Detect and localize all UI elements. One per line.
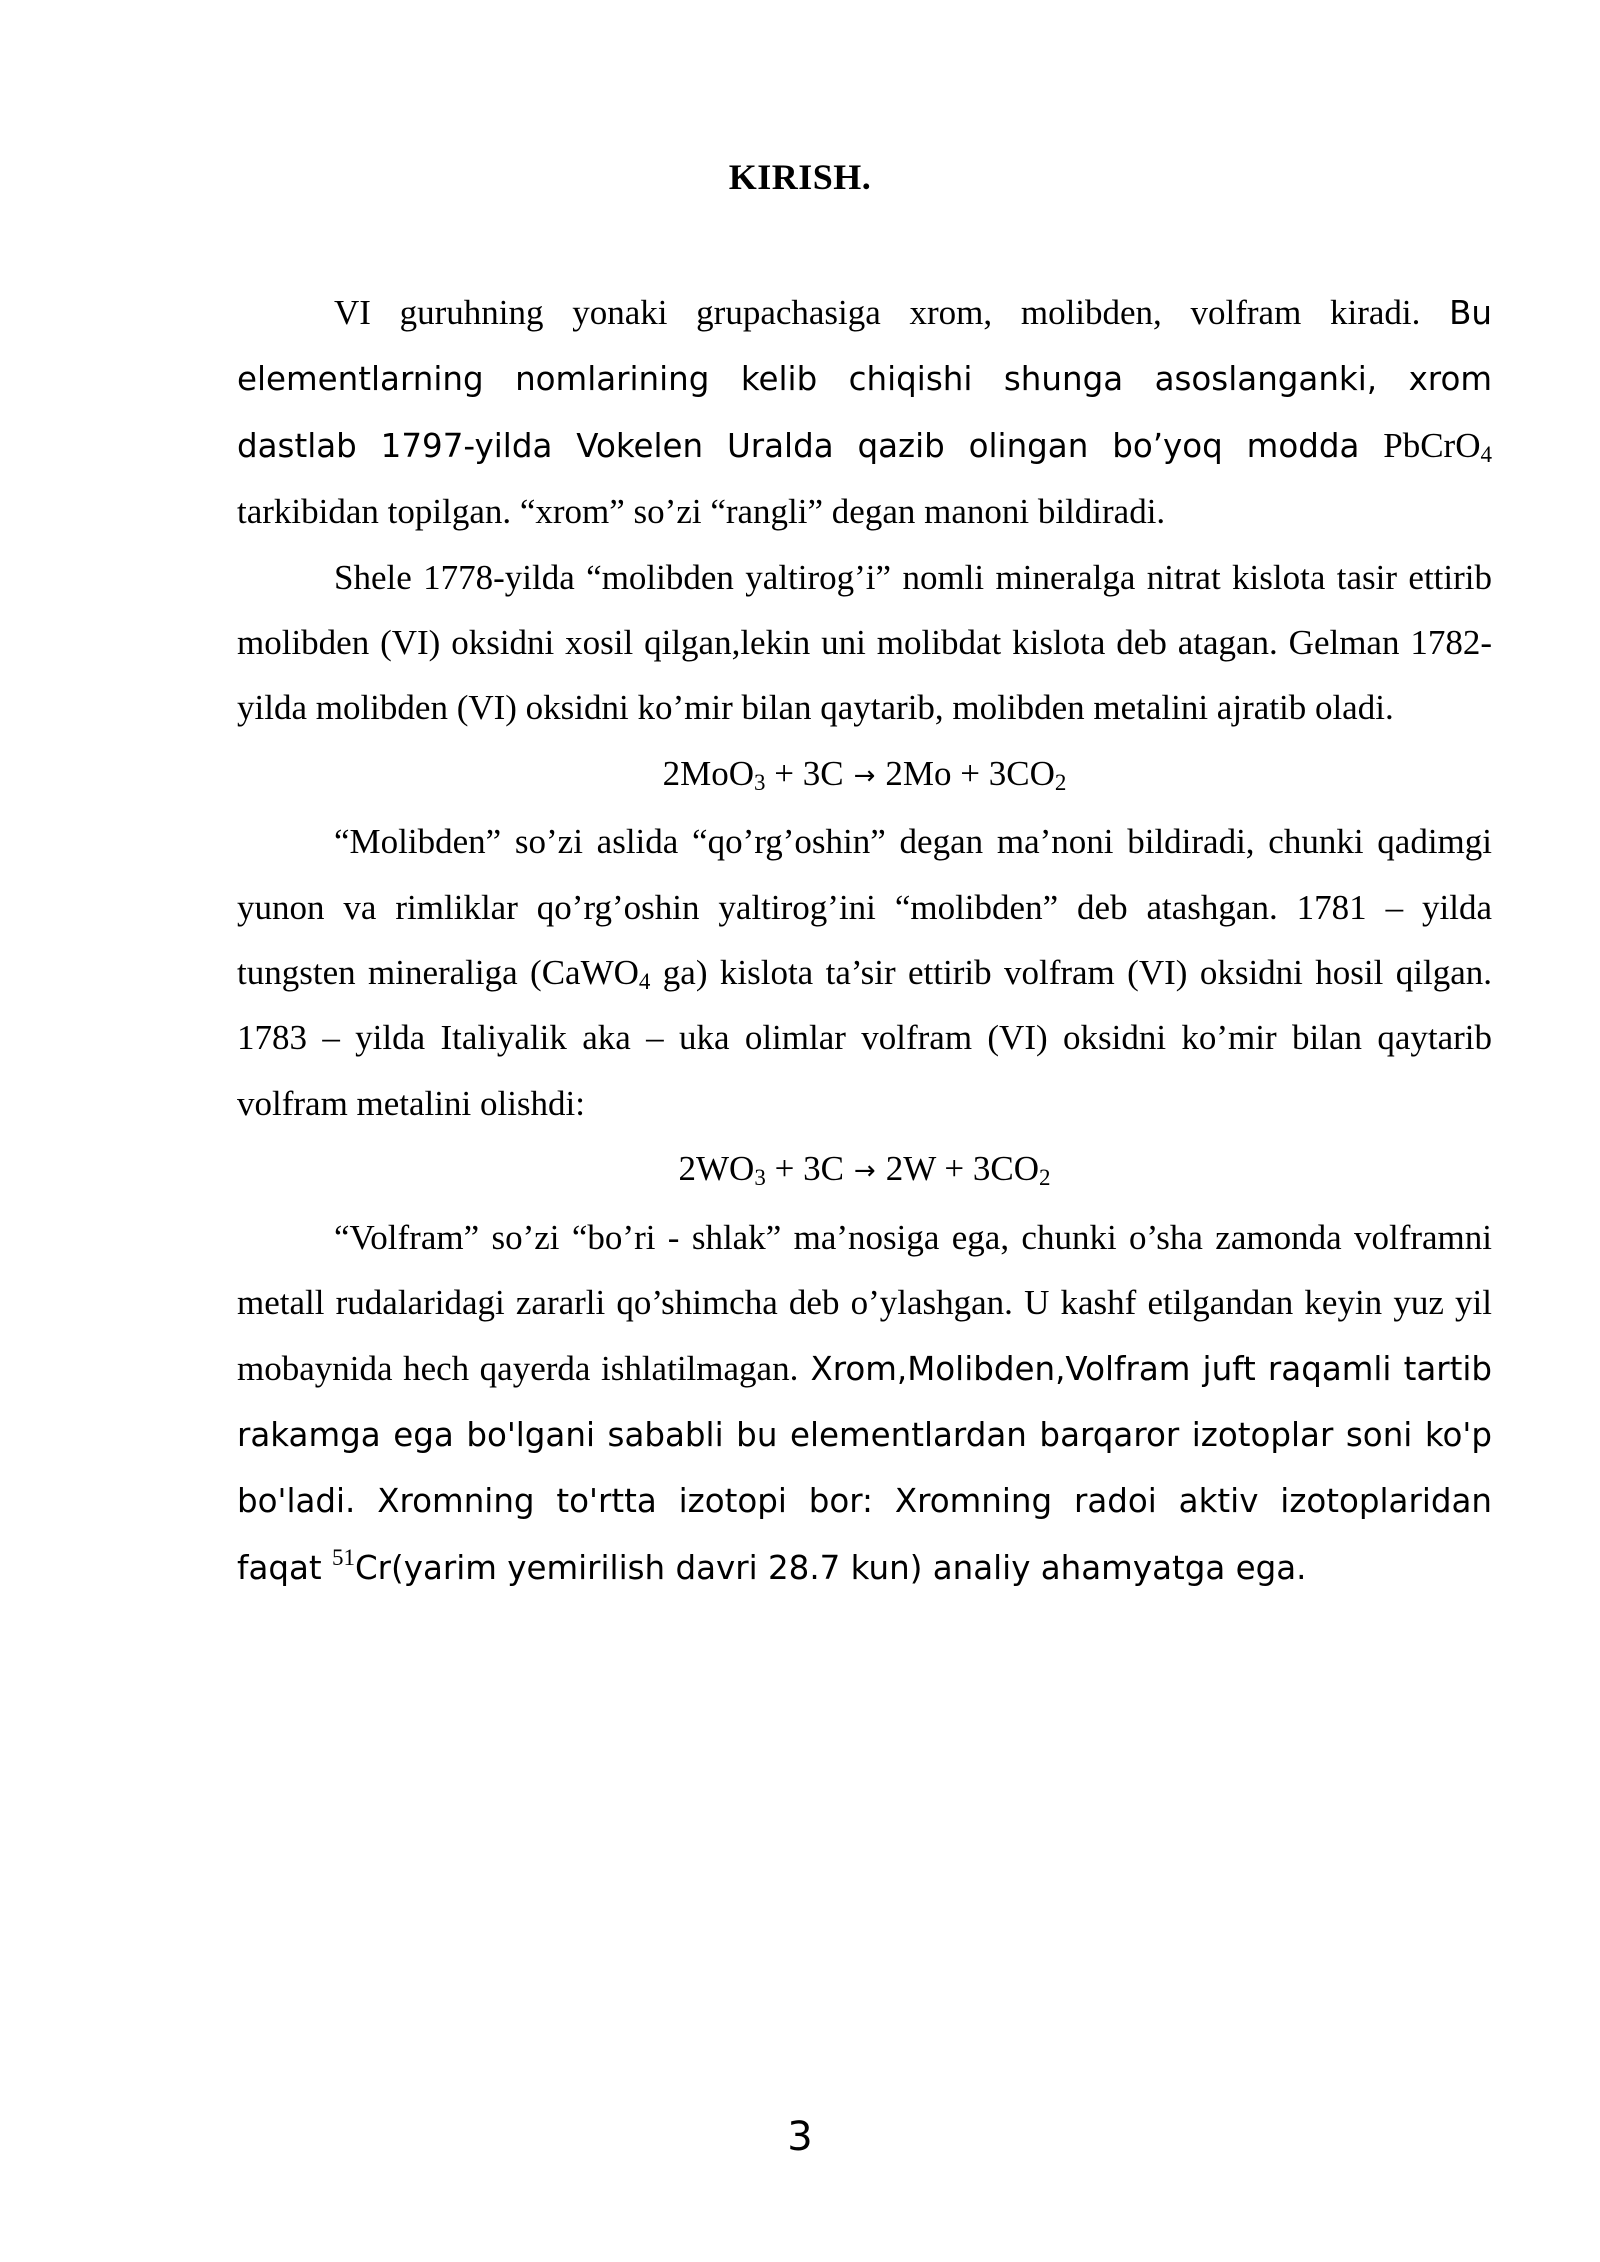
equation-2-subscript-2: 2	[1038, 1165, 1051, 1191]
paragraph-3-text-a: “Molibden” so’zi aslida “qo’rg’oshin” degan ma’noni bildiradi, chunki qadimgi yunon va rimliklar qo’rg’oshin yaltirog’ini “molibden” deb atashgan. 1781 – yilda tungsten mineraliga (CaWO	[237, 822, 1492, 993]
paragraph-1-formula: PbCrO	[1383, 425, 1481, 465]
equation-1-products: 2Mo + 3CO	[885, 753, 1055, 793]
equation-1-reactant-1: 2MoO	[662, 753, 755, 793]
reaction-arrow-icon: →	[853, 1156, 876, 1187]
document-title: KIRISH.	[728, 157, 872, 197]
document-body	[237, 280, 1492, 1601]
paragraph-4	[237, 1205, 1492, 1601]
reaction-arrow-icon: →	[853, 760, 876, 791]
isotope-mass-superscript: 51	[331, 1544, 355, 1570]
paragraph-1-formula-subscript: 4	[1480, 441, 1492, 467]
paragraph-3	[237, 809, 1492, 1136]
paragraph-1-text-c: tarkibidan topilgan. “xrom” so’zi “rangli” degan manoni bildiradi.	[237, 492, 1166, 532]
paragraph-2: Shele 1778-yilda “molibden yaltirog’i” nomli mineralga nitrat kislota tasir ettirib molibden (VI) oksidni xosil qilgan,lekin uni molibdat kislota deb atagan. Gelman 1782-yilda molibden (VI) oksidni ko’mir bilan qaytarib, molibden metalini ajratib oladi.	[237, 557, 1492, 728]
equation-2	[237, 1136, 1492, 1204]
equation-2-products: 2W + 3CO	[885, 1149, 1039, 1189]
paragraph-4-text-a: “Volfram” so’zi “bo’ri - shlak” ma’nosiga ega, chunki o’sha zamonda volframni metall rudalaridagi zararli qo’shimcha deb o’ylashgan. U kashf etilgandan keyin yuz yil mobaynida hech qayerda ishlatilmagan.	[237, 1217, 1492, 1388]
paragraph-1-text-b: Bu elementlarning nomlarining kelib chiqishi shunga asoslanganki, xrom dastlab 1797-yilda Vokelen Uralda qazib olingan bo’yoq modda	[237, 294, 1492, 465]
paragraph-1	[237, 280, 1492, 545]
paragraph-3-text-b: ga) kislota ta’sir ettirib volfram (VI) oksidni hosil qilgan. 1783 – yilda Italiyalik aka – uka olimlar volfram (VI) oksidni ko’mir bilan qaytarib volfram metalini olishdi:	[237, 953, 1492, 1123]
equation-2-reactant-1: 2WO	[678, 1149, 755, 1189]
paragraph-1-text-a: VI guruhning yonaki grupachasiga xrom, molibden, volfram kiradi.	[334, 293, 1450, 332]
equation-1-subscript-1: 3	[754, 769, 766, 795]
equation-1-reactant-2: + 3C	[765, 753, 844, 793]
equation-1	[237, 741, 1492, 809]
equation-2-subscript-1: 3	[754, 1165, 766, 1191]
paragraph-4-text-c: Cr(yarim yemirilish davri 28.7 kun) analiy ahamyatga ega.	[354, 1548, 1307, 1587]
paragraph-3-subscript: 4	[638, 969, 651, 995]
paragraph-4-text-b: Xrom,Molibden,Volfram juft raqamli tartib rakamga ega bo'lgani sababli bu elementlardan barqaror izotoplar soni ko'p bo'ladi. Xromning to'rtta izotopi bor: Xromning radoi aktiv izotoplaridan faqat	[237, 1349, 1493, 1587]
equation-2-reactant-2: + 3C	[765, 1149, 844, 1189]
page-number: 3	[787, 2114, 813, 2160]
equation-1-subscript-2: 2	[1054, 769, 1067, 795]
